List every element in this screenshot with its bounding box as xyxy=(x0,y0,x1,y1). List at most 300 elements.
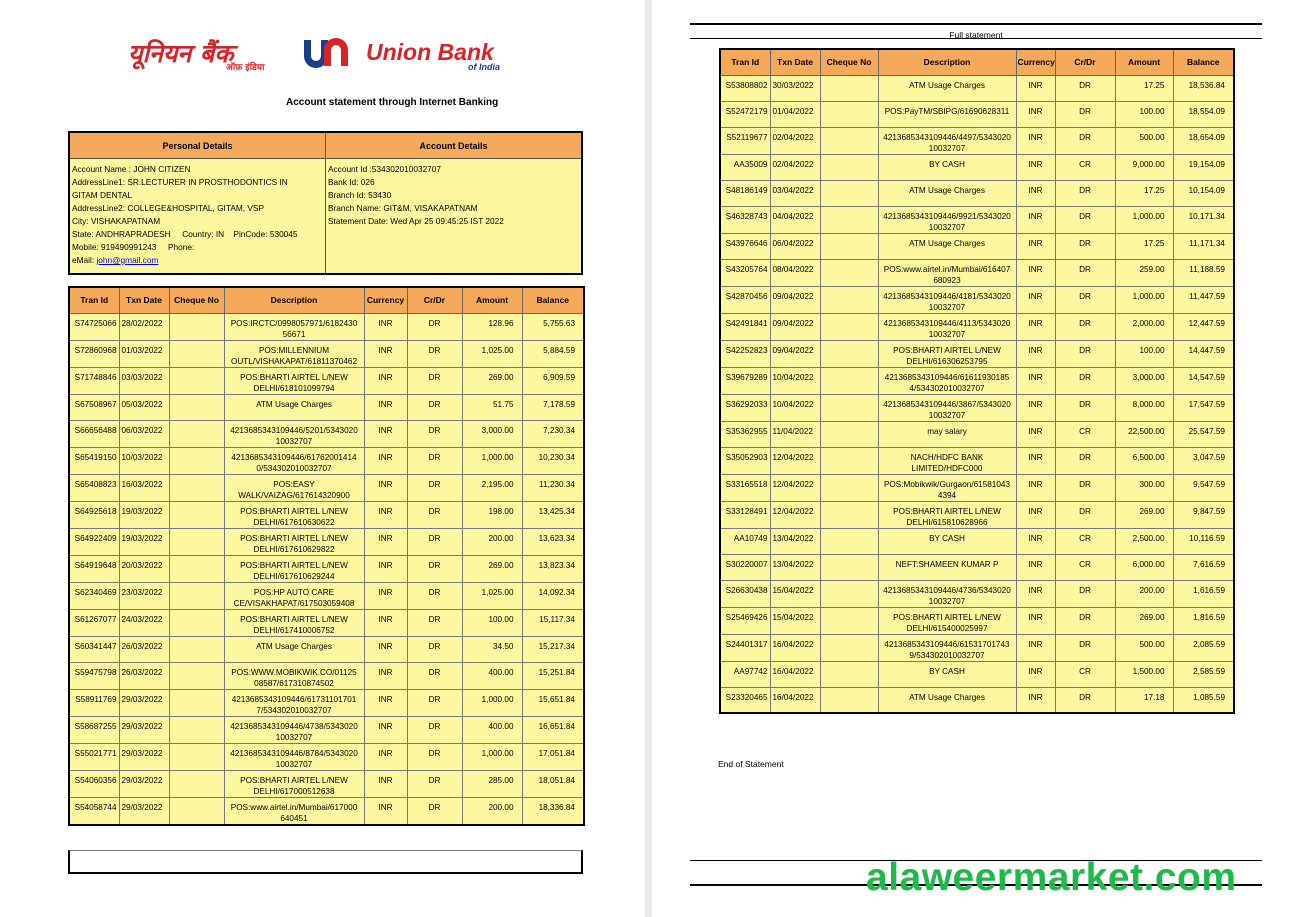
branch-name: Branch Name: GIT&M, VISAKAPATNAM xyxy=(328,203,478,213)
txn-date-cell: 03/03/2022 xyxy=(119,367,169,394)
statement-date: Statement Date: Wed Apr 25 09:45:25 IST 2022 xyxy=(328,216,504,226)
description-cell: ATM Usage Charges xyxy=(224,636,364,662)
balance-cell: 6,909.59 xyxy=(522,367,584,394)
balance-cell: 15,651.84 xyxy=(522,689,584,716)
description-cell: ATM Usage Charges xyxy=(878,180,1016,206)
txn-date-cell: 10/03/2022 xyxy=(119,447,169,474)
description-cell: BY CASH xyxy=(878,154,1016,180)
transactions-table-page-1 xyxy=(68,286,585,826)
account-details-header: Account Details xyxy=(326,133,581,158)
table-footer-row xyxy=(68,850,583,874)
tran-id-cell: S59475798 xyxy=(69,662,119,689)
cr-dr-cell: DR xyxy=(1055,367,1115,394)
description-cell: 4213685343109446/3867/5343020 10032707 xyxy=(878,394,1016,421)
tran-id-cell: AA97742 xyxy=(720,661,770,687)
currency-cell: INR xyxy=(364,636,407,662)
cr-dr-cell: DR xyxy=(1055,474,1115,501)
table-row xyxy=(69,770,584,797)
table-row xyxy=(720,528,1234,554)
description-cell: POS:HP AUTO CARE CE/VISAKHAPAT/617503059408 xyxy=(224,582,364,609)
balance-cell: 11,188.59 xyxy=(1173,259,1234,286)
tran-id-cell: S52472179 xyxy=(720,101,770,127)
bank-logo xyxy=(128,36,528,76)
cr-dr-cell: DR xyxy=(1055,101,1115,127)
description-cell: POS:BHARTI AIRTEL L/NEW DELHI/616306253795 xyxy=(878,340,1016,367)
amount-cell: 500.00 xyxy=(1115,634,1173,661)
currency-cell: INR xyxy=(1016,101,1055,127)
table-row xyxy=(720,101,1234,127)
table-row xyxy=(69,609,584,636)
balance-cell: 1,085.59 xyxy=(1173,687,1234,713)
details-box xyxy=(68,131,583,275)
account-details xyxy=(326,159,581,273)
table-row xyxy=(69,689,584,716)
description-cell: BY CASH xyxy=(878,528,1016,554)
currency-cell: INR xyxy=(364,367,407,394)
description-cell: 4213685343109446/4497/5343020 10032707 xyxy=(878,127,1016,154)
balance-cell: 18,336.84 xyxy=(522,797,584,825)
table-row xyxy=(69,313,584,340)
description-cell: POS:BHARTI AIRTEL L/NEW DELHI/617410006752 xyxy=(224,609,364,636)
amount-cell: 259.00 xyxy=(1115,259,1173,286)
amount-cell: 1,500.00 xyxy=(1115,661,1173,687)
balance-cell: 11,171.34 xyxy=(1173,233,1234,259)
txn-date-cell: 12/04/2022 xyxy=(770,447,820,474)
tran-id-cell: S58911769 xyxy=(69,689,119,716)
mobile-phone xyxy=(72,241,323,254)
currency-cell: INR xyxy=(1016,206,1055,233)
currency-cell: INR xyxy=(364,662,407,689)
cheque-no-cell xyxy=(820,580,878,607)
cheque-no-cell xyxy=(169,797,224,825)
cr-dr-cell: DR xyxy=(1055,687,1115,713)
tran-id-cell: S42252823 xyxy=(720,340,770,367)
txn-date-cell: 30/03/2022 xyxy=(770,75,820,101)
cheque-no-cell xyxy=(169,447,224,474)
amount-cell: 3,000.00 xyxy=(462,420,522,447)
table-row xyxy=(69,447,584,474)
address-line-1: AddressLine1: SR.LECTURER IN PROSTHODONTICS IN xyxy=(72,177,288,187)
cr-dr-cell: DR xyxy=(407,340,462,367)
cheque-no-cell xyxy=(820,367,878,394)
bank-name-hindi: यूनियन बैंक xyxy=(128,39,234,68)
table-row xyxy=(69,797,584,825)
tran-id-cell: S64925618 xyxy=(69,501,119,528)
cheque-no-cell xyxy=(169,743,224,770)
table-row xyxy=(720,607,1234,634)
description-cell: ATM Usage Charges xyxy=(878,687,1016,713)
balance-cell: 18,051.84 xyxy=(522,770,584,797)
cr-dr-cell: DR xyxy=(407,797,462,825)
tran-id-cell: S25469426 xyxy=(720,607,770,634)
description-cell: 4213685343109446/4181/5343020 10032707 xyxy=(878,286,1016,313)
description-cell: BY CASH xyxy=(878,661,1016,687)
column-header: Currency xyxy=(1016,49,1055,75)
balance-cell: 18,554.09 xyxy=(1173,101,1234,127)
balance-cell: 15,217.34 xyxy=(522,636,584,662)
tran-id-cell: S33128491 xyxy=(720,501,770,528)
column-header: Txn Date xyxy=(770,49,820,75)
amount-cell: 269.00 xyxy=(462,555,522,582)
txn-date-cell: 29/03/2022 xyxy=(119,743,169,770)
txn-date-cell: 02/04/2022 xyxy=(770,127,820,154)
cr-dr-cell: DR xyxy=(1055,394,1115,421)
tran-id-cell: AA10749 xyxy=(720,528,770,554)
address-line-1-cont: GITAM DENTAL xyxy=(72,190,133,200)
transactions-table-page-2 xyxy=(719,48,1235,714)
cr-dr-cell: DR xyxy=(1055,447,1115,474)
balance-cell: 13,623.34 xyxy=(522,528,584,555)
amount-cell: 17.25 xyxy=(1115,233,1173,259)
txn-date-cell: 15/04/2022 xyxy=(770,607,820,634)
tran-id-cell: S72860968 xyxy=(69,340,119,367)
cr-dr-cell: DR xyxy=(407,367,462,394)
amount-cell: 34.50 xyxy=(462,636,522,662)
statement-title: Account statement through Internet Banking xyxy=(286,97,499,108)
txn-date-cell: 29/03/2022 xyxy=(119,797,169,825)
cr-dr-cell: DR xyxy=(407,555,462,582)
tran-id-cell: S46328743 xyxy=(720,206,770,233)
amount-cell: 17.25 xyxy=(1115,75,1173,101)
tran-id-cell: S23320465 xyxy=(720,687,770,713)
amount-cell: 100.00 xyxy=(1115,340,1173,367)
txn-date-cell: 13/04/2022 xyxy=(770,528,820,554)
table-row xyxy=(69,420,584,447)
cheque-no-cell xyxy=(820,421,878,447)
txn-date-cell: 23/03/2022 xyxy=(119,582,169,609)
amount-cell: 51.75 xyxy=(462,394,522,420)
cr-dr-cell: DR xyxy=(1055,340,1115,367)
tran-id-cell: S43205764 xyxy=(720,259,770,286)
table-row xyxy=(720,394,1234,421)
table-row xyxy=(720,75,1234,101)
column-header: Currency xyxy=(364,287,407,313)
table-row xyxy=(720,367,1234,394)
balance-cell: 9,547.59 xyxy=(1173,474,1234,501)
txn-date-cell: 04/04/2022 xyxy=(770,206,820,233)
account-id: Account Id :534302010032707 xyxy=(328,164,442,174)
currency-cell: INR xyxy=(1016,474,1055,501)
cr-dr-cell: DR xyxy=(1055,501,1115,528)
currency-cell: INR xyxy=(364,582,407,609)
cheque-no-cell xyxy=(820,313,878,340)
description-cell: POS:www.airtel.in/Mumbai/616407 680923 xyxy=(878,259,1016,286)
currency-cell: INR xyxy=(364,716,407,743)
cheque-no-cell xyxy=(169,394,224,420)
cheque-no-cell xyxy=(820,554,878,580)
balance-cell: 17,051.84 xyxy=(522,743,584,770)
balance-cell: 5,884.59 xyxy=(522,340,584,367)
description-cell: POS:PayTM/SBIPG/61690628311 xyxy=(878,101,1016,127)
cr-dr-cell: DR xyxy=(407,394,462,420)
tran-id-cell: S71748846 xyxy=(69,367,119,394)
amount-cell: 400.00 xyxy=(462,716,522,743)
txn-date-cell: 29/03/2022 xyxy=(119,716,169,743)
cheque-no-cell xyxy=(820,180,878,206)
column-header: Balance xyxy=(522,287,584,313)
balance-cell: 3,047.59 xyxy=(1173,447,1234,474)
amount-cell: 3,000.00 xyxy=(1115,367,1173,394)
tran-id-cell: S39679289 xyxy=(720,367,770,394)
tran-id-cell: S64922409 xyxy=(69,528,119,555)
tran-id-cell: S54058744 xyxy=(69,797,119,825)
currency-cell: INR xyxy=(1016,259,1055,286)
balance-cell: 19,154.09 xyxy=(1173,154,1234,180)
country: Country: IN xyxy=(182,229,225,239)
amount-cell: 1,000.00 xyxy=(1115,286,1173,313)
tran-id-cell: S42491841 xyxy=(720,313,770,340)
amount-cell: 17.18 xyxy=(1115,687,1173,713)
city: City: VISHAKAPATNAM xyxy=(72,216,161,226)
amount-cell: 200.00 xyxy=(1115,580,1173,607)
currency-cell: INR xyxy=(1016,127,1055,154)
cheque-no-cell xyxy=(820,286,878,313)
balance-cell: 10,154.09 xyxy=(1173,180,1234,206)
cr-dr-cell: DR xyxy=(1055,607,1115,634)
txn-date-cell: 24/03/2022 xyxy=(119,609,169,636)
description-cell: NEFT:SHAMEEN KUMAR P xyxy=(878,554,1016,580)
txn-date-cell: 19/03/2022 xyxy=(119,501,169,528)
txn-date-cell: 01/04/2022 xyxy=(770,101,820,127)
description-cell: 4213685343109446/5201/5343020 10032707 xyxy=(224,420,364,447)
balance-cell: 17,547.59 xyxy=(1173,394,1234,421)
cheque-no-cell xyxy=(169,609,224,636)
cr-dr-cell: CR xyxy=(1055,528,1115,554)
bank-name-hindi-sub: ऑफ़ इंडिया xyxy=(226,63,265,73)
currency-cell: INR xyxy=(364,394,407,420)
phone: Phone: xyxy=(167,242,195,252)
table-row xyxy=(720,474,1234,501)
amount-cell: 1,025.00 xyxy=(462,582,522,609)
table-row xyxy=(720,206,1234,233)
cheque-no-cell xyxy=(820,259,878,286)
table-row xyxy=(69,367,584,394)
txn-date-cell: 11/04/2022 xyxy=(770,421,820,447)
table-row xyxy=(720,554,1234,580)
currency-cell: INR xyxy=(1016,154,1055,180)
end-of-statement: End of Statement xyxy=(718,759,784,769)
currency-cell: INR xyxy=(1016,661,1055,687)
description-cell: POS:Mobikwik/Gurgaon/61581043 4394 xyxy=(878,474,1016,501)
cr-dr-cell: DR xyxy=(1055,180,1115,206)
cr-dr-cell: DR xyxy=(1055,233,1115,259)
cheque-no-cell xyxy=(169,582,224,609)
amount-cell: 500.00 xyxy=(1115,127,1173,154)
txn-date-cell: 16/04/2022 xyxy=(770,687,820,713)
cr-dr-cell: DR xyxy=(407,313,462,340)
amount-cell: 100.00 xyxy=(462,609,522,636)
column-header: Cr/Dr xyxy=(1055,49,1115,75)
txn-date-cell: 05/03/2022 xyxy=(119,394,169,420)
column-header: Description xyxy=(878,49,1016,75)
personal-details-header: Personal Details xyxy=(70,133,326,158)
description-cell: POS:BHARTI AIRTEL L/NEW DELHI/617000512638 xyxy=(224,770,364,797)
balance-cell: 25,547.59 xyxy=(1173,421,1234,447)
amount-cell: 100.00 xyxy=(1115,101,1173,127)
cr-dr-cell: DR xyxy=(1055,259,1115,286)
cr-dr-cell: DR xyxy=(407,689,462,716)
amount-cell: 400.00 xyxy=(462,662,522,689)
cheque-no-cell xyxy=(820,528,878,554)
table-row xyxy=(69,340,584,367)
email-link[interactable]: john@gmail.com xyxy=(96,255,159,265)
tran-id-cell: S64919648 xyxy=(69,555,119,582)
currency-cell: INR xyxy=(364,447,407,474)
table-row xyxy=(720,687,1234,713)
description-cell: 4213685343109446/9921/5343020 10032707 xyxy=(878,206,1016,233)
table-row xyxy=(69,394,584,420)
tran-id-cell: S60341447 xyxy=(69,636,119,662)
table-row xyxy=(720,340,1234,367)
bank-name-english-sub: of India xyxy=(468,62,500,72)
union-bank-logo-icon xyxy=(296,36,356,70)
tran-id-cell: S48186149 xyxy=(720,180,770,206)
description-cell: POS:BHARTI AIRTEL L/NEW DELHI/618101099794 xyxy=(224,367,364,394)
amount-cell: 1,000.00 xyxy=(1115,206,1173,233)
amount-cell: 200.00 xyxy=(462,797,522,825)
currency-cell: INR xyxy=(364,555,407,582)
table-row xyxy=(69,582,584,609)
description-cell: 4213685343109446/61531701743 9/534302010032707 xyxy=(878,634,1016,661)
txn-date-cell: 12/04/2022 xyxy=(770,501,820,528)
amount-cell: 1,000.00 xyxy=(462,689,522,716)
statement-page-1 xyxy=(0,0,645,917)
tran-id-cell: S26630438 xyxy=(720,580,770,607)
amount-cell: 9,000.00 xyxy=(1115,154,1173,180)
tran-id-cell: S24401317 xyxy=(720,634,770,661)
txn-date-cell: 16/04/2022 xyxy=(770,634,820,661)
table-row xyxy=(720,259,1234,286)
description-cell: 4213685343109446/4736/5343020 10032707 xyxy=(878,580,1016,607)
cr-dr-cell: DR xyxy=(1055,75,1115,101)
cheque-no-cell xyxy=(169,420,224,447)
tran-id-cell: AA35009 xyxy=(720,154,770,180)
description-cell: POS:MILLENNIUM OUTL/VISHAKAPAT/61811370462 xyxy=(224,340,364,367)
txn-date-cell: 26/03/2022 xyxy=(119,636,169,662)
description-cell: NACH/HDFC BANK LIMITED/HDFC000 xyxy=(878,447,1016,474)
txn-date-cell: 12/04/2022 xyxy=(770,474,820,501)
tran-id-cell: S42870456 xyxy=(720,286,770,313)
currency-cell: INR xyxy=(364,474,407,501)
description-cell: POS:BHARTI AIRTEL L/NEW DELHI/617610630622 xyxy=(224,501,364,528)
table-row xyxy=(69,501,584,528)
amount-cell: 8,000.00 xyxy=(1115,394,1173,421)
cheque-no-cell xyxy=(169,528,224,555)
tran-id-cell: S54060356 xyxy=(69,770,119,797)
currency-cell: INR xyxy=(1016,394,1055,421)
column-header: Cheque No xyxy=(820,49,878,75)
address-line-2: AddressLine2: COLLEGE&HOSPITAL, GITAM, VSP xyxy=(72,203,264,213)
amount-cell: 17.25 xyxy=(1115,180,1173,206)
amount-cell: 200.00 xyxy=(462,528,522,555)
txn-date-cell: 16/03/2022 xyxy=(119,474,169,501)
tran-id-cell: S74725066 xyxy=(69,313,119,340)
cheque-no-cell xyxy=(820,447,878,474)
tran-id-cell: S61267077 xyxy=(69,609,119,636)
table-row xyxy=(720,634,1234,661)
txn-date-cell: 09/04/2022 xyxy=(770,313,820,340)
table-row xyxy=(69,662,584,689)
cr-dr-cell: DR xyxy=(1055,127,1115,154)
table-row xyxy=(720,233,1234,259)
tran-id-cell: S52119677 xyxy=(720,127,770,154)
cheque-no-cell xyxy=(169,662,224,689)
description-cell: POS:BHARTI AIRTEL L/NEW DELHI/617610629822 xyxy=(224,528,364,555)
table-row xyxy=(69,528,584,555)
tran-id-cell: S30220007 xyxy=(720,554,770,580)
cheque-no-cell xyxy=(169,770,224,797)
state: State: ANDHRAPRADESH xyxy=(72,229,171,239)
cr-dr-cell: DR xyxy=(407,474,462,501)
amount-cell: 2,500.00 xyxy=(1115,528,1173,554)
txn-date-cell: 28/02/2022 xyxy=(119,313,169,340)
balance-cell: 14,092.34 xyxy=(522,582,584,609)
tran-id-cell: S66656488 xyxy=(69,420,119,447)
currency-cell: INR xyxy=(1016,75,1055,101)
table-row xyxy=(720,286,1234,313)
cr-dr-cell: DR xyxy=(407,447,462,474)
amount-cell: 128.96 xyxy=(462,313,522,340)
description-cell: may salary xyxy=(878,421,1016,447)
balance-cell: 12,447.59 xyxy=(1173,313,1234,340)
amount-cell: 1,000.00 xyxy=(462,743,522,770)
balance-cell: 15,117.34 xyxy=(522,609,584,636)
pincode: PinCode: 530045 xyxy=(233,229,298,239)
currency-cell: INR xyxy=(364,501,407,528)
description-cell: POS:BHARTI AIRTEL L/NEW DELHI/615400025997 xyxy=(878,607,1016,634)
bank-name-english: Union Bank xyxy=(366,39,494,65)
cr-dr-cell: DR xyxy=(1055,313,1115,340)
cheque-no-cell xyxy=(820,501,878,528)
txn-date-cell: 10/04/2022 xyxy=(770,394,820,421)
txn-date-cell: 06/03/2022 xyxy=(119,420,169,447)
table-row xyxy=(720,127,1234,154)
txn-date-cell: 09/04/2022 xyxy=(770,340,820,367)
email-row xyxy=(72,254,323,267)
txn-date-cell: 13/04/2022 xyxy=(770,554,820,580)
cr-dr-cell: DR xyxy=(407,716,462,743)
cheque-no-cell xyxy=(820,661,878,687)
table-row xyxy=(69,743,584,770)
txn-date-cell: 08/04/2022 xyxy=(770,259,820,286)
cheque-no-cell xyxy=(820,101,878,127)
currency-cell: INR xyxy=(1016,421,1055,447)
cheque-no-cell xyxy=(820,394,878,421)
cheque-no-cell xyxy=(169,340,224,367)
full-statement-header xyxy=(690,23,1262,39)
column-header: Balance xyxy=(1173,49,1234,75)
column-header: Tran Id xyxy=(69,287,119,313)
txn-date-cell: 29/03/2022 xyxy=(119,689,169,716)
tran-id-cell: S65408823 xyxy=(69,474,119,501)
amount-cell: 269.00 xyxy=(462,367,522,394)
balance-cell: 11,447.59 xyxy=(1173,286,1234,313)
currency-cell: INR xyxy=(364,770,407,797)
currency-cell: INR xyxy=(1016,233,1055,259)
balance-cell: 13,823.34 xyxy=(522,555,584,582)
currency-cell: INR xyxy=(1016,528,1055,554)
cr-dr-cell: CR xyxy=(1055,554,1115,580)
description-cell: 4213685343109446/61762001414 0/534302010032707 xyxy=(224,447,364,474)
amount-cell: 6,500.00 xyxy=(1115,447,1173,474)
currency-cell: INR xyxy=(1016,634,1055,661)
amount-cell: 269.00 xyxy=(1115,501,1173,528)
tran-id-cell: S67508967 xyxy=(69,394,119,420)
balance-cell: 7,230.34 xyxy=(522,420,584,447)
currency-cell: INR xyxy=(1016,340,1055,367)
currency-cell: INR xyxy=(364,528,407,555)
table-row xyxy=(720,580,1234,607)
